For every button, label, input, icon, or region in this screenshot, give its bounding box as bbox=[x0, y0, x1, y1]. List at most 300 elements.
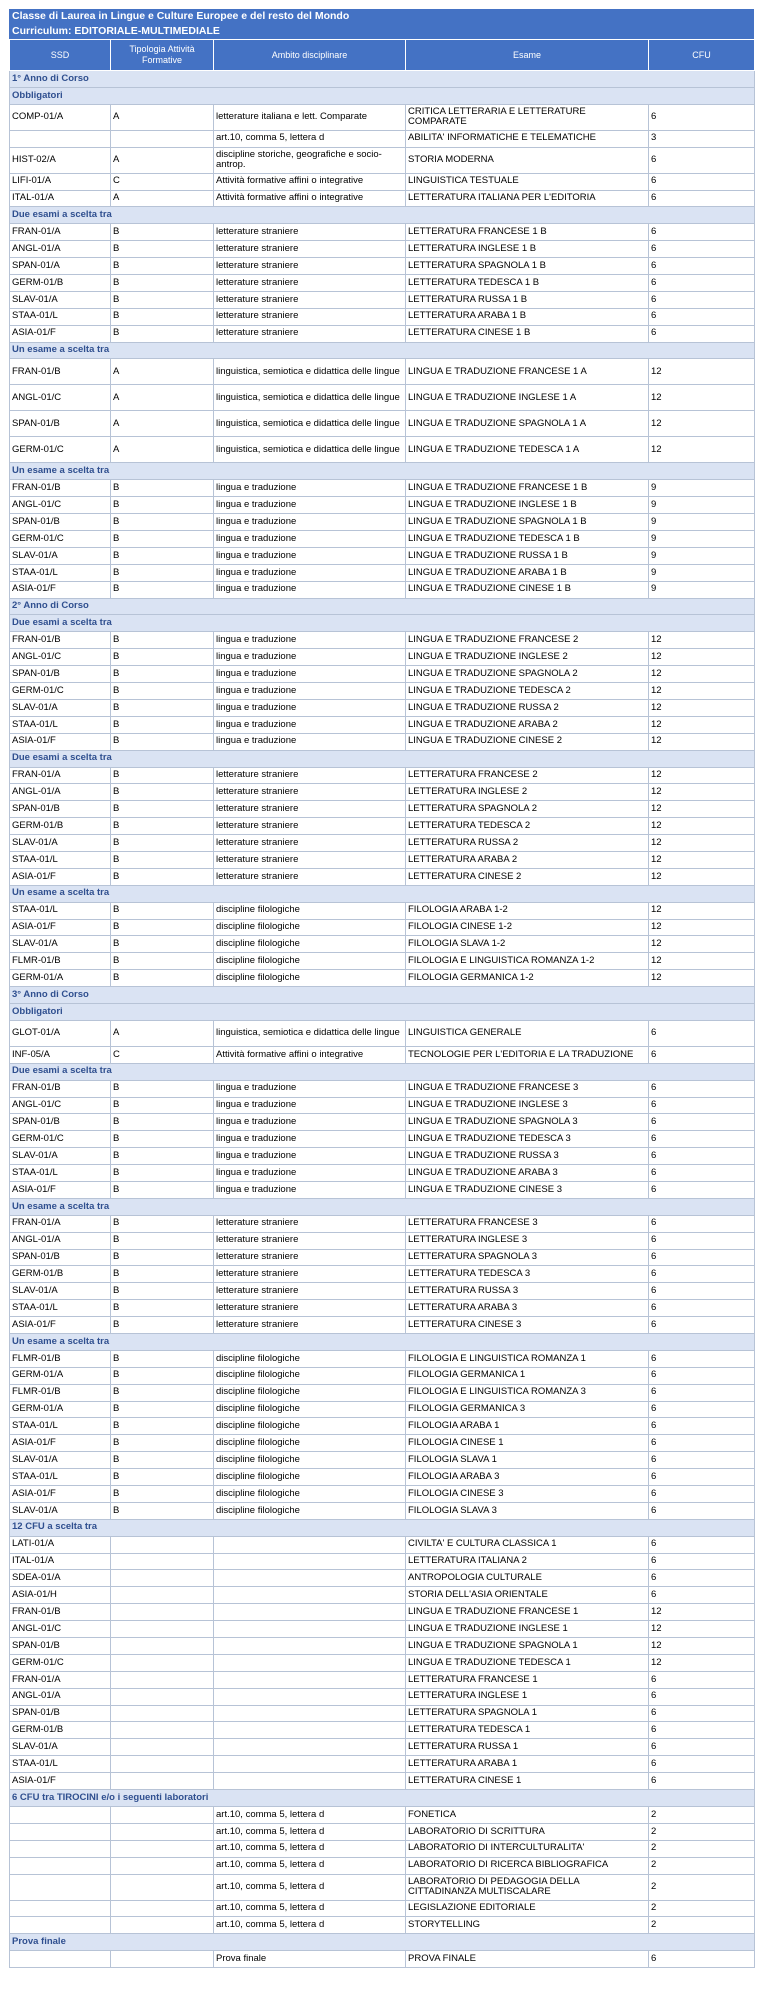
tipologia-cell: B bbox=[111, 666, 214, 683]
tipologia-cell bbox=[111, 1553, 214, 1570]
ambito-cell bbox=[214, 1638, 406, 1655]
tipologia-cell: B bbox=[111, 1232, 214, 1249]
tipologia-cell bbox=[111, 1654, 214, 1671]
esame-cell: LINGUA E TRADUZIONE RUSSA 3 bbox=[406, 1148, 649, 1165]
esame-cell: LETTERATURA SPAGNOLA 3 bbox=[406, 1249, 649, 1266]
section-header-row bbox=[10, 207, 755, 224]
ambito-cell: discipline filologiche bbox=[214, 1469, 406, 1486]
section-label: 6 CFU tra TIROCINI e/o i seguenti laboratori bbox=[10, 1790, 755, 1807]
tipologia-cell: B bbox=[111, 547, 214, 564]
table-row bbox=[10, 147, 755, 173]
ambito-cell: letterature straniere bbox=[214, 258, 406, 275]
section-header-row bbox=[10, 1790, 755, 1807]
ssd-cell: ASIA-01/F bbox=[10, 733, 111, 750]
ambito-cell: lingua e traduzione bbox=[214, 716, 406, 733]
tipologia-cell bbox=[111, 1756, 214, 1773]
ambito-cell: lingua e traduzione bbox=[214, 1131, 406, 1148]
table-row bbox=[10, 258, 755, 275]
ambito-cell: letterature straniere bbox=[214, 291, 406, 308]
cfu-cell: 6 bbox=[649, 1080, 755, 1097]
cfu-cell: 6 bbox=[649, 1114, 755, 1131]
table-row bbox=[10, 1401, 755, 1418]
ambito-cell: Attività formative affini o integrative bbox=[214, 190, 406, 207]
ssd-cell: FRAN-01/B bbox=[10, 1080, 111, 1097]
ssd-cell: SPAN-01/B bbox=[10, 1114, 111, 1131]
esame-cell: FILOLOGIA SLAVA 3 bbox=[406, 1502, 649, 1519]
ssd-cell: STAA-01/L bbox=[10, 1418, 111, 1435]
table-row bbox=[10, 1266, 755, 1283]
tipologia-cell: B bbox=[111, 733, 214, 750]
table-row bbox=[10, 1951, 755, 1968]
ambito-cell: letterature straniere bbox=[214, 818, 406, 835]
ambito-cell bbox=[214, 1756, 406, 1773]
tipologia-cell: B bbox=[111, 1384, 214, 1401]
esame-cell: LINGUA E TRADUZIONE TEDESCA 1 bbox=[406, 1654, 649, 1671]
esame-cell: LINGUA E TRADUZIONE INGLESE 1 B bbox=[406, 497, 649, 514]
ambito-cell: linguistica, semiotica e didattica delle lingue bbox=[214, 437, 406, 463]
ssd-cell: SPAN-01/B bbox=[10, 1249, 111, 1266]
table-row bbox=[10, 851, 755, 868]
ssd-cell bbox=[10, 1874, 111, 1900]
cfu-cell: 12 bbox=[649, 632, 755, 649]
ssd-cell: SLAV-01/A bbox=[10, 835, 111, 852]
esame-cell: ABILITA' INFORMATICHE E TELEMATICHE bbox=[406, 130, 649, 147]
esame-cell: LINGUA E TRADUZIONE ARABA 2 bbox=[406, 716, 649, 733]
section-header-row bbox=[10, 885, 755, 902]
cfu-cell: 12 bbox=[649, 801, 755, 818]
tipologia-cell: B bbox=[111, 224, 214, 241]
esame-cell: LINGUA E TRADUZIONE ARABA 1 B bbox=[406, 564, 649, 581]
ssd-cell: SPAN-01/B bbox=[10, 1638, 111, 1655]
table-row bbox=[10, 224, 755, 241]
ambito-cell bbox=[214, 1604, 406, 1621]
table-row bbox=[10, 733, 755, 750]
table-row bbox=[10, 1283, 755, 1300]
table-row bbox=[10, 1756, 755, 1773]
ambito-cell: letterature straniere bbox=[214, 241, 406, 258]
table-row bbox=[10, 173, 755, 190]
esame-cell: LETTERATURA TEDESCA 2 bbox=[406, 818, 649, 835]
cfu-cell: 6 bbox=[649, 241, 755, 258]
esame-cell: FILOLOGIA ARABA 3 bbox=[406, 1469, 649, 1486]
esame-cell: LINGUA E TRADUZIONE INGLESE 1 bbox=[406, 1621, 649, 1638]
cfu-cell: 6 bbox=[649, 1401, 755, 1418]
tipologia-cell bbox=[111, 1857, 214, 1874]
ambito-cell bbox=[214, 1587, 406, 1604]
cfu-cell: 12 bbox=[649, 818, 755, 835]
ambito-cell: lingua e traduzione bbox=[214, 497, 406, 514]
tipologia-cell: B bbox=[111, 564, 214, 581]
ssd-cell: FLMR-01/B bbox=[10, 953, 111, 970]
table-row bbox=[10, 970, 755, 987]
cfu-cell: 12 bbox=[649, 733, 755, 750]
tipologia-cell: B bbox=[111, 275, 214, 292]
cfu-cell: 6 bbox=[649, 1317, 755, 1334]
tipologia-cell bbox=[111, 1570, 214, 1587]
tipologia-cell: B bbox=[111, 851, 214, 868]
esame-cell: LINGUA E TRADUZIONE SPAGNOLA 1 A bbox=[406, 411, 649, 437]
ssd-cell: ITAL-01/A bbox=[10, 1553, 111, 1570]
cfu-cell: 12 bbox=[649, 1604, 755, 1621]
table-row bbox=[10, 1900, 755, 1917]
cfu-cell: 12 bbox=[649, 716, 755, 733]
ssd-cell: COMP-01/A bbox=[10, 104, 111, 130]
cfu-cell: 12 bbox=[649, 953, 755, 970]
esame-cell: LETTERATURA ARABA 2 bbox=[406, 851, 649, 868]
table-row bbox=[10, 683, 755, 700]
ssd-cell: ASIA-01/F bbox=[10, 919, 111, 936]
tipologia-cell: B bbox=[111, 291, 214, 308]
cfu-cell: 9 bbox=[649, 480, 755, 497]
ambito-cell: lingua e traduzione bbox=[214, 649, 406, 666]
cfu-cell: 6 bbox=[649, 1951, 755, 1968]
ssd-cell: FRAN-01/A bbox=[10, 224, 111, 241]
ambito-cell: lingua e traduzione bbox=[214, 581, 406, 598]
ambito-cell: letterature straniere bbox=[214, 801, 406, 818]
tipologia-cell: B bbox=[111, 325, 214, 342]
esame-cell: LETTERATURA CINESE 3 bbox=[406, 1317, 649, 1334]
ssd-cell: ANGL-01/C bbox=[10, 497, 111, 514]
esame-cell: FONETICA bbox=[406, 1806, 649, 1823]
cfu-cell: 6 bbox=[649, 190, 755, 207]
ambito-cell: linguistica, semiotica e didattica delle lingue bbox=[214, 411, 406, 437]
cfu-cell: 2 bbox=[649, 1840, 755, 1857]
esame-cell: LINGUA E TRADUZIONE SPAGNOLA 1 B bbox=[406, 514, 649, 531]
cfu-cell: 6 bbox=[649, 1181, 755, 1198]
table-row bbox=[10, 190, 755, 207]
ssd-cell: STAA-01/L bbox=[10, 1300, 111, 1317]
tipologia-cell: B bbox=[111, 1502, 214, 1519]
ssd-cell bbox=[10, 1806, 111, 1823]
esame-cell: LETTERATURA RUSSA 2 bbox=[406, 835, 649, 852]
table-row bbox=[10, 1654, 755, 1671]
table-row bbox=[10, 1840, 755, 1857]
table-row bbox=[10, 699, 755, 716]
esame-cell: LABORATORIO DI INTERCULTURALITA' bbox=[406, 1840, 649, 1857]
section-header-row bbox=[10, 1934, 755, 1951]
table-row bbox=[10, 936, 755, 953]
esame-cell: LETTERATURA CINESE 1 B bbox=[406, 325, 649, 342]
esame-cell: LINGUA E TRADUZIONE TEDESCA 3 bbox=[406, 1131, 649, 1148]
ssd-cell: GERM-01/C bbox=[10, 531, 111, 548]
ssd-cell bbox=[10, 1951, 111, 1968]
ssd-cell: STAA-01/L bbox=[10, 1469, 111, 1486]
ssd-cell: ANGL-01/A bbox=[10, 1688, 111, 1705]
ambito-cell: lingua e traduzione bbox=[214, 1165, 406, 1182]
table-row bbox=[10, 1604, 755, 1621]
esame-cell: LINGUA E TRADUZIONE TEDESCA 1 B bbox=[406, 531, 649, 548]
esame-cell: LETTERATURA TEDESCA 1 bbox=[406, 1722, 649, 1739]
table-body bbox=[10, 71, 755, 1968]
cfu-cell: 12 bbox=[649, 699, 755, 716]
table-row bbox=[10, 1570, 755, 1587]
tipologia-cell: B bbox=[111, 1181, 214, 1198]
esame-cell: LINGUA E TRADUZIONE INGLESE 1 A bbox=[406, 385, 649, 411]
tipologia-cell bbox=[111, 1951, 214, 1968]
ssd-cell: FRAN-01/B bbox=[10, 359, 111, 385]
tipologia-cell: B bbox=[111, 241, 214, 258]
cfu-cell: 12 bbox=[649, 359, 755, 385]
esame-cell: LINGUA E TRADUZIONE CINESE 2 bbox=[406, 733, 649, 750]
ssd-cell: FRAN-01/B bbox=[10, 632, 111, 649]
tipologia-cell: B bbox=[111, 970, 214, 987]
ambito-cell: letterature straniere bbox=[214, 767, 406, 784]
ssd-cell: GERM-01/A bbox=[10, 970, 111, 987]
cfu-cell: 6 bbox=[649, 308, 755, 325]
tipologia-cell: B bbox=[111, 936, 214, 953]
cfu-cell: 6 bbox=[649, 1756, 755, 1773]
ambito-cell bbox=[214, 1722, 406, 1739]
tipologia-cell bbox=[111, 1688, 214, 1705]
cfu-cell: 12 bbox=[649, 868, 755, 885]
table-row bbox=[10, 1486, 755, 1503]
esame-cell: FILOLOGIA E LINGUISTICA ROMANZA 1-2 bbox=[406, 953, 649, 970]
ssd-cell: HIST-02/A bbox=[10, 147, 111, 173]
tipologia-cell: B bbox=[111, 902, 214, 919]
cfu-cell: 3 bbox=[649, 130, 755, 147]
cfu-cell: 6 bbox=[649, 173, 755, 190]
ssd-cell: ASIA-01/F bbox=[10, 581, 111, 598]
ssd-cell: SLAV-01/A bbox=[10, 699, 111, 716]
header-ambito: Ambito disciplinare bbox=[214, 40, 406, 71]
table-row bbox=[10, 868, 755, 885]
ssd-cell: FRAN-01/B bbox=[10, 1604, 111, 1621]
ambito-cell: letterature straniere bbox=[214, 1300, 406, 1317]
ambito-cell bbox=[214, 1705, 406, 1722]
ambito-cell: discipline filologiche bbox=[214, 970, 406, 987]
table-row bbox=[10, 564, 755, 581]
ssd-cell: SPAN-01/B bbox=[10, 1705, 111, 1722]
ssd-cell: SPAN-01/B bbox=[10, 411, 111, 437]
cfu-cell: 6 bbox=[649, 291, 755, 308]
esame-cell: FILOLOGIA E LINGUISTICA ROMANZA 1 bbox=[406, 1350, 649, 1367]
section-header-row bbox=[10, 987, 755, 1004]
section-label: Obbligatori bbox=[10, 1003, 755, 1020]
tipologia-cell: B bbox=[111, 1401, 214, 1418]
section-header-row bbox=[10, 463, 755, 480]
cfu-cell: 12 bbox=[649, 936, 755, 953]
ambito-cell: discipline filologiche bbox=[214, 1418, 406, 1435]
ambito-cell: art.10, comma 5, lettera d bbox=[214, 1823, 406, 1840]
table-row bbox=[10, 1350, 755, 1367]
table-row bbox=[10, 1469, 755, 1486]
esame-cell: LINGUA E TRADUZIONE TEDESCA 2 bbox=[406, 683, 649, 700]
ambito-cell: discipline filologiche bbox=[214, 1384, 406, 1401]
ssd-cell bbox=[10, 130, 111, 147]
cfu-cell: 2 bbox=[649, 1874, 755, 1900]
cfu-cell: 6 bbox=[649, 1722, 755, 1739]
ambito-cell: discipline filologiche bbox=[214, 936, 406, 953]
esame-cell: STORYTELLING bbox=[406, 1917, 649, 1934]
section-header-row bbox=[10, 750, 755, 767]
ssd-cell: FLMR-01/B bbox=[10, 1350, 111, 1367]
esame-cell: ANTROPOLOGIA CULTURALE bbox=[406, 1570, 649, 1587]
table-row bbox=[10, 1722, 755, 1739]
cfu-cell: 2 bbox=[649, 1806, 755, 1823]
ambito-cell: discipline filologiche bbox=[214, 919, 406, 936]
table-row bbox=[10, 308, 755, 325]
table-row bbox=[10, 767, 755, 784]
cfu-cell: 6 bbox=[649, 1435, 755, 1452]
esame-cell: FILOLOGIA ARABA 1-2 bbox=[406, 902, 649, 919]
cfu-cell: 12 bbox=[649, 1654, 755, 1671]
esame-cell: LABORATORIO DI PEDAGOGIA DELLA CITTADINANZA MULTISCALARE bbox=[406, 1874, 649, 1900]
esame-cell: LABORATORIO DI RICERCA BIBLIOGRAFICA bbox=[406, 1857, 649, 1874]
ambito-cell: letterature straniere bbox=[214, 868, 406, 885]
tipologia-cell bbox=[111, 1823, 214, 1840]
ssd-cell: ASIA-01/F bbox=[10, 1773, 111, 1790]
ssd-cell bbox=[10, 1917, 111, 1934]
tipologia-cell: B bbox=[111, 1317, 214, 1334]
table-row bbox=[10, 1114, 755, 1131]
ambito-cell: lingua e traduzione bbox=[214, 683, 406, 700]
section-header-row bbox=[10, 1063, 755, 1080]
esame-cell: LETTERATURA SPAGNOLA 1 B bbox=[406, 258, 649, 275]
esame-cell: LINGUA E TRADUZIONE SPAGNOLA 1 bbox=[406, 1638, 649, 1655]
esame-cell: FILOLOGIA GERMANICA 1-2 bbox=[406, 970, 649, 987]
ambito-cell bbox=[214, 1671, 406, 1688]
cfu-cell: 6 bbox=[649, 1300, 755, 1317]
header-esame: Esame bbox=[406, 40, 649, 71]
esame-cell: STORIA MODERNA bbox=[406, 147, 649, 173]
ambito-cell: letterature straniere bbox=[214, 1317, 406, 1334]
tipologia-cell: B bbox=[111, 1148, 214, 1165]
section-header-row bbox=[10, 87, 755, 104]
ssd-cell: STAA-01/L bbox=[10, 902, 111, 919]
ambito-cell bbox=[214, 1570, 406, 1587]
section-label: Un esame a scelta tra bbox=[10, 885, 755, 902]
ssd-cell: ANGL-01/A bbox=[10, 1232, 111, 1249]
ssd-cell: ANGL-01/A bbox=[10, 241, 111, 258]
section-label: 1° Anno di Corso bbox=[10, 71, 755, 88]
tipologia-cell: B bbox=[111, 581, 214, 598]
tipologia-cell: B bbox=[111, 683, 214, 700]
table-row bbox=[10, 1874, 755, 1900]
section-header-row bbox=[10, 1334, 755, 1351]
ssd-cell: SLAV-01/A bbox=[10, 291, 111, 308]
cfu-cell: 12 bbox=[649, 411, 755, 437]
table-row bbox=[10, 1671, 755, 1688]
esame-cell: LETTERATURA INGLESE 1 bbox=[406, 1688, 649, 1705]
section-header-row bbox=[10, 342, 755, 359]
tipologia-cell: B bbox=[111, 258, 214, 275]
ssd-cell: STAA-01/L bbox=[10, 308, 111, 325]
tipologia-cell: B bbox=[111, 1266, 214, 1283]
ambito-cell: discipline storiche, geografiche e socio-antrop. bbox=[214, 147, 406, 173]
ssd-cell bbox=[10, 1840, 111, 1857]
table-row bbox=[10, 1621, 755, 1638]
esame-cell: LINGUA E TRADUZIONE INGLESE 2 bbox=[406, 649, 649, 666]
tipologia-cell bbox=[111, 1536, 214, 1553]
cfu-cell: 9 bbox=[649, 497, 755, 514]
table-row bbox=[10, 1232, 755, 1249]
tipologia-cell: A bbox=[111, 190, 214, 207]
ambito-cell: discipline filologiche bbox=[214, 1452, 406, 1469]
ssd-cell: ANGL-01/C bbox=[10, 1621, 111, 1638]
ssd-cell: ASIA-01/H bbox=[10, 1587, 111, 1604]
esame-cell: LETTERATURA ARABA 1 bbox=[406, 1756, 649, 1773]
section-label: Un esame a scelta tra bbox=[10, 463, 755, 480]
ambito-cell: letterature straniere bbox=[214, 1249, 406, 1266]
tipologia-cell: B bbox=[111, 480, 214, 497]
esame-cell: LETTERATURA INGLESE 3 bbox=[406, 1232, 649, 1249]
ambito-cell: letterature straniere bbox=[214, 1283, 406, 1300]
table-row bbox=[10, 1857, 755, 1874]
ssd-cell bbox=[10, 1857, 111, 1874]
table-row bbox=[10, 411, 755, 437]
ambito-cell: discipline filologiche bbox=[214, 1350, 406, 1367]
ambito-cell: art.10, comma 5, lettera d bbox=[214, 1840, 406, 1857]
tipologia-cell: B bbox=[111, 1469, 214, 1486]
tipologia-cell bbox=[111, 1621, 214, 1638]
esame-cell: LABORATORIO DI SCRITTURA bbox=[406, 1823, 649, 1840]
ssd-cell: SPAN-01/B bbox=[10, 514, 111, 531]
table-row bbox=[10, 480, 755, 497]
cfu-cell: 6 bbox=[649, 1350, 755, 1367]
esame-cell: LETTERATURA FRANCESE 1 B bbox=[406, 224, 649, 241]
esame-cell: LETTERATURA FRANCESE 2 bbox=[406, 767, 649, 784]
ambito-cell bbox=[214, 1688, 406, 1705]
tipologia-cell bbox=[111, 1806, 214, 1823]
table-row bbox=[10, 275, 755, 292]
section-header-row bbox=[10, 598, 755, 615]
ambito-cell: Attività formative affini o integrative bbox=[214, 173, 406, 190]
ssd-cell: ANGL-01/C bbox=[10, 1097, 111, 1114]
table-row bbox=[10, 531, 755, 548]
ambito-cell: lingua e traduzione bbox=[214, 1114, 406, 1131]
section-label: Prova finale bbox=[10, 1934, 755, 1951]
cfu-cell: 9 bbox=[649, 581, 755, 598]
cfu-cell: 12 bbox=[649, 970, 755, 987]
tipologia-cell: B bbox=[111, 1367, 214, 1384]
section-label: Un esame a scelta tra bbox=[10, 342, 755, 359]
cfu-cell: 6 bbox=[649, 1148, 755, 1165]
table-row bbox=[10, 497, 755, 514]
tipologia-cell: B bbox=[111, 1486, 214, 1503]
ssd-cell: GERM-01/A bbox=[10, 1367, 111, 1384]
cfu-cell: 9 bbox=[649, 514, 755, 531]
curriculum-title: Curriculum: EDITORIALE-MULTIMEDIALE bbox=[12, 25, 220, 37]
tipologia-cell bbox=[111, 1840, 214, 1857]
ambito-cell: lingua e traduzione bbox=[214, 514, 406, 531]
esame-cell: PROVA FINALE bbox=[406, 1951, 649, 1968]
section-header-row bbox=[10, 1198, 755, 1215]
cfu-cell: 9 bbox=[649, 531, 755, 548]
cfu-cell: 6 bbox=[649, 1587, 755, 1604]
tipologia-cell: B bbox=[111, 497, 214, 514]
esame-cell: LETTERATURA FRANCESE 3 bbox=[406, 1215, 649, 1232]
ambito-cell bbox=[214, 1621, 406, 1638]
tipologia-cell: B bbox=[111, 308, 214, 325]
tipologia-cell bbox=[111, 130, 214, 147]
ambito-cell: Prova finale bbox=[214, 1951, 406, 1968]
ssd-cell: STAA-01/L bbox=[10, 716, 111, 733]
section-label: Obbligatori bbox=[10, 87, 755, 104]
tipologia-cell: B bbox=[111, 632, 214, 649]
ambito-cell: letterature straniere bbox=[214, 1215, 406, 1232]
tipologia-cell bbox=[111, 1900, 214, 1917]
cfu-cell: 6 bbox=[649, 104, 755, 130]
table-row bbox=[10, 649, 755, 666]
table-row bbox=[10, 1806, 755, 1823]
section-header-row bbox=[10, 1519, 755, 1536]
table-row bbox=[10, 1097, 755, 1114]
esame-cell: LINGUA E TRADUZIONE RUSSA 1 B bbox=[406, 547, 649, 564]
table-row bbox=[10, 1148, 755, 1165]
table-row bbox=[10, 359, 755, 385]
table-row bbox=[10, 835, 755, 852]
table-row bbox=[10, 919, 755, 936]
